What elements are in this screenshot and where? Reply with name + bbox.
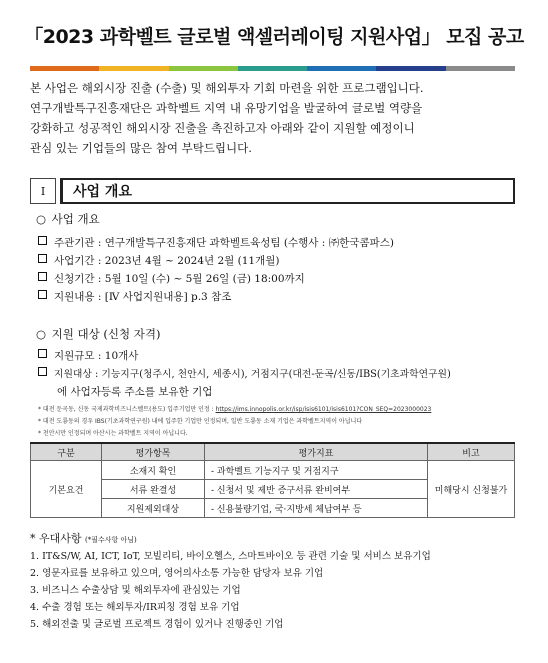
table-row — [31, 461, 515, 480]
page-title: 「2023 과학벨트 글로벌 액셀러레이팅 지원사업」 모집 공고 — [24, 26, 524, 48]
intro-paragraph — [30, 78, 520, 158]
list-item: 1. IT&S/W, AI, ICT, IoT, 모빌리티, 바이오헬스, 스마트바이오 등 관련 기술 및 서비스 보유기업 — [30, 551, 431, 562]
list-item: 2. 영문자료를 보유하고 있으며, 영어의사소통 가능한 담당자 보유 기업 — [30, 568, 324, 579]
table-header-cell: 평가지표 — [205, 443, 428, 461]
color-bar-segment — [446, 66, 515, 71]
table-indicator-cell: - 신용불량기업, 국·지방세 체납여부 등 — [205, 499, 428, 518]
square-bullet-icon — [38, 349, 47, 358]
square-bullet-icon — [38, 290, 47, 299]
decorative-color-bar — [30, 66, 515, 71]
color-bar-segment — [376, 66, 445, 71]
preference-heading — [30, 530, 137, 546]
overview-heading — [36, 211, 100, 227]
preference-subtitle: (*필수사항 아님) — [85, 536, 137, 544]
table-header-cell: 구분 — [31, 443, 102, 461]
overview-item-text: 신청기간 : 5월 10일 (수) ~ 5월 26일 (금) 18:00까지 — [54, 273, 305, 285]
color-bar-segment — [238, 66, 307, 71]
table-indicator-cell: - 과학벨트 기능지구 및 거점지구 — [205, 461, 428, 480]
circle-bullet-icon: ○ — [36, 212, 47, 226]
target-item-continued: 에 사업자등록 주소를 보유한 기업 — [57, 386, 213, 398]
table-header-row — [31, 443, 515, 461]
intro-line: 강화하고 성공적인 해외시장 진출을 촉진하고자 아래와 같이 지원할 예정이니 — [30, 121, 415, 135]
overview-item-text: 주관기관 : 연구개발특구진흥재단 과학벨트육성팀 (수행사 : ㈜한국콤파스) — [54, 237, 394, 249]
overview-heading-text: 사업 개요 — [51, 212, 100, 226]
overview-item — [38, 289, 231, 304]
square-bullet-icon — [38, 236, 47, 245]
list-item: 5. 해외전출 및 글로벌 프로젝트 경험이 있거나 진행중인 기업 — [30, 619, 284, 630]
table-item-cell: 지원제외대상 — [102, 499, 205, 518]
list-item: 3. 비즈니스 수출상담 및 해외투자에 관심있는 기업 — [30, 585, 241, 596]
table-item-cell: 서류 완결성 — [102, 480, 205, 499]
evaluation-table — [30, 442, 515, 518]
circle-bullet-icon: ○ — [36, 327, 47, 341]
preference-title: * 우대사항 — [30, 532, 82, 545]
overview-item — [38, 271, 305, 286]
square-bullet-icon — [38, 254, 47, 263]
overview-item — [38, 253, 280, 268]
preference-list — [30, 548, 431, 633]
intro-line: 본 사업은 해외시장 진출 (수출) 및 해외투자 기회 마련을 위한 프로그램입니다. — [30, 81, 424, 95]
color-bar-segment — [99, 66, 168, 71]
table-category-cell: 기본요건 — [31, 461, 102, 518]
target-heading — [36, 326, 160, 342]
square-bullet-icon — [38, 367, 47, 376]
overview-item-text: 지원내용 : [Ⅳ 사업지원내용] p.3 참조 — [54, 291, 232, 303]
footnote: * 대전 도룡동의 경우 IBS(기초과학연구원) 내에 입주한 기업만 인정되며, 일반 도룡동 소재 기업은 과학벨트지역이 아닙니다 — [38, 418, 363, 425]
table-indicator-cell: - 신청서 및 제반 증구서류 완비여부 — [205, 480, 428, 499]
target-item-text: 지원대상 : 기능지구(청주시, 천안시, 세종시), 거점지구(대전-둔곡/신동/IBS(기초과학연구원) — [54, 369, 451, 380]
table-note-cell: 미해당시 신청불가 — [428, 461, 515, 518]
target-heading-text: 지원 대상 (신청 자격) — [51, 327, 161, 341]
overview-item-text: 사업기간 : 2023년 4월 ~ 2024년 2월 (11개월) — [54, 255, 280, 267]
intro-line: 관심 있는 기업들의 많은 참여 부탁드립니다. — [30, 141, 252, 155]
footnote-link[interactable]: https://ims.innopolis.or.kr/isp/isis6101/isis6101?CON_SEQ=2023000023 — [215, 406, 432, 413]
color-bar-segment — [307, 66, 376, 71]
table-header-cell: 평가항목 — [102, 443, 205, 461]
section-title: 사업 개요 — [60, 178, 515, 204]
color-bar-segment — [169, 66, 238, 71]
square-bullet-icon — [38, 272, 47, 281]
overview-item — [38, 235, 394, 250]
intro-line: 연구개발특구진흥재단은 과학벨트 지역 내 유망기업을 발굴하여 글로벌 역량을 — [30, 101, 423, 115]
target-item — [38, 348, 138, 363]
section-number: Ⅰ — [30, 178, 56, 204]
footnote — [38, 404, 431, 413]
section-header — [30, 178, 515, 204]
footnote: * 천안시만 인정되며 아산시는 과학벨트 지역이 아닙니다. — [38, 430, 188, 437]
target-item — [38, 366, 451, 380]
table-header-cell: 비고 — [428, 443, 515, 461]
color-bar-segment — [30, 66, 99, 71]
target-item-text: 지원규모 : 10개사 — [54, 350, 139, 362]
footnote-text: * 대전 둔곡동, 신동 국제과학비즈니스벨트(용도) 입주기업만 인정 : — [38, 406, 216, 413]
table-item-cell: 소재지 확인 — [102, 461, 205, 480]
list-item: 4. 수출 경험 또는 해외투자/IR피칭 경험 보유 기업 — [30, 602, 240, 613]
